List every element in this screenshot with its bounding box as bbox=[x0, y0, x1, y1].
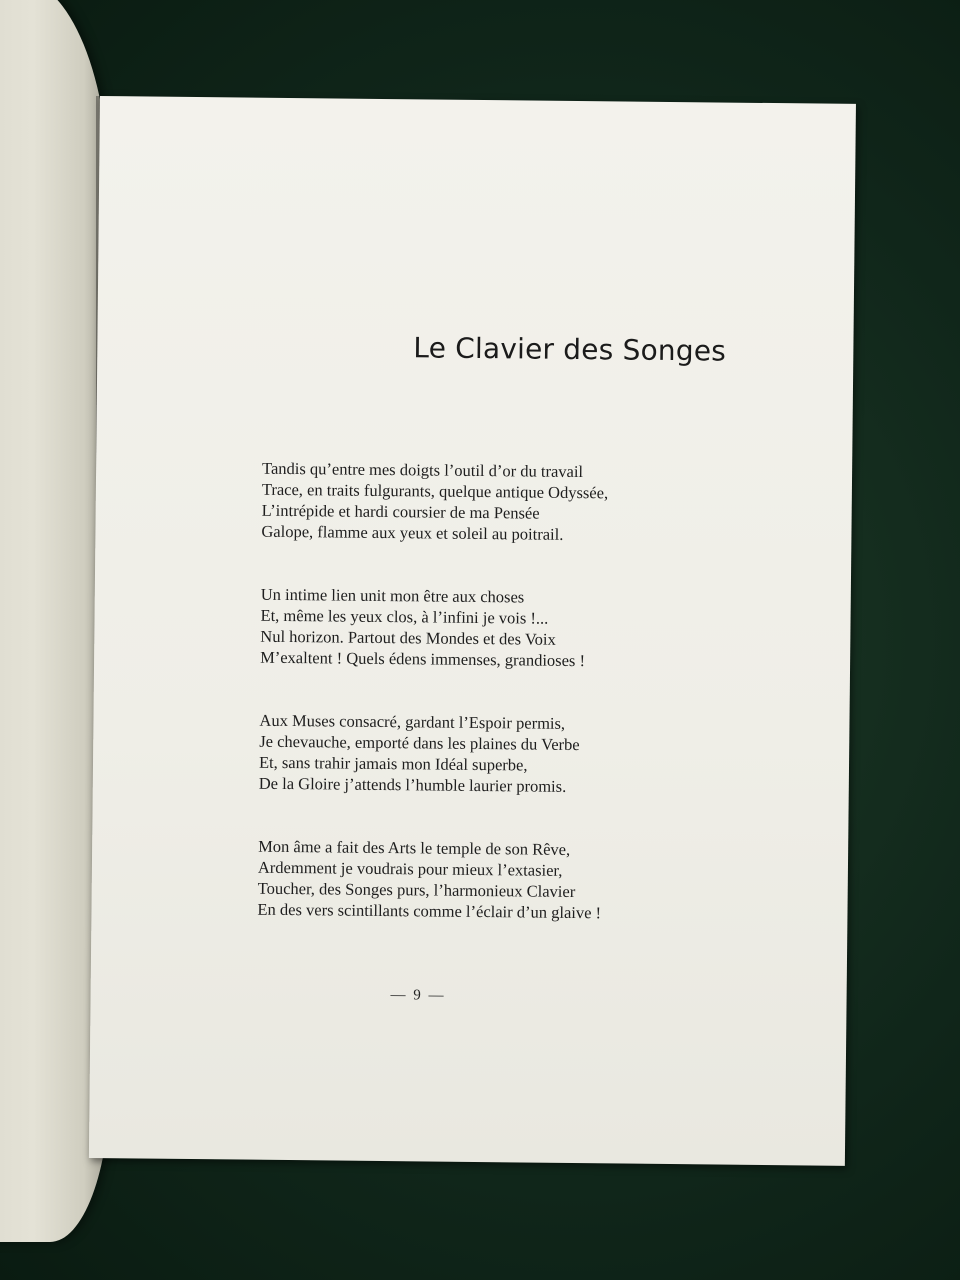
verse-line: Tandis qu’entre mes doigts l’outil d’or du travail bbox=[262, 458, 584, 482]
stanza-2 bbox=[260, 584, 731, 673]
verse-line: Toucher, des Songes purs, l’harmonieux Clavier bbox=[257, 878, 576, 902]
verse-line: Galope, flamme aux yeux et soleil au poitrail. bbox=[261, 521, 564, 544]
verse-line: Mon âme a fait des Arts le temple de son Rêve, bbox=[258, 836, 571, 859]
page-number: — 9 — bbox=[390, 987, 446, 1004]
verse-line: L’intrépide et hardi coursier de ma Pensée bbox=[261, 500, 540, 523]
stanza-1 bbox=[261, 458, 732, 547]
verse-line: Et, sans trahir jamais mon Idéal superbe, bbox=[258, 752, 528, 775]
verse-line: Trace, en traits fulgurants, quelque antique Odyssée, bbox=[261, 479, 609, 503]
book-page bbox=[89, 96, 856, 1166]
verse-line: Ardemment je voudrais pour mieux l’extasier, bbox=[257, 857, 563, 880]
verse-line: En des vers scintillants comme l’éclair d’un glaive ! bbox=[257, 899, 602, 923]
poem-title: Le Clavier des Songes bbox=[413, 331, 727, 368]
verse-line: De la Gloire j’attends l’humble laurier promis. bbox=[258, 773, 567, 796]
verse-line: Je chevauche, emporté dans les plaines du Verbe bbox=[259, 731, 580, 755]
stanza-4 bbox=[257, 836, 728, 925]
verse-line: M’exaltent ! Quels édens immenses, grandioses ! bbox=[260, 647, 586, 671]
poem-body bbox=[257, 458, 732, 967]
verse-line: Un intime lien unit mon être aux choses bbox=[260, 584, 525, 607]
stanza-3 bbox=[259, 710, 730, 799]
verse-line: Aux Muses consacré, gardant l’Espoir permis, bbox=[259, 710, 566, 733]
verse-line: Nul horizon. Partout des Mondes et des Voix bbox=[260, 626, 556, 649]
verse-line: Et, même les yeux clos, à l’infini je vois !... bbox=[260, 605, 549, 628]
